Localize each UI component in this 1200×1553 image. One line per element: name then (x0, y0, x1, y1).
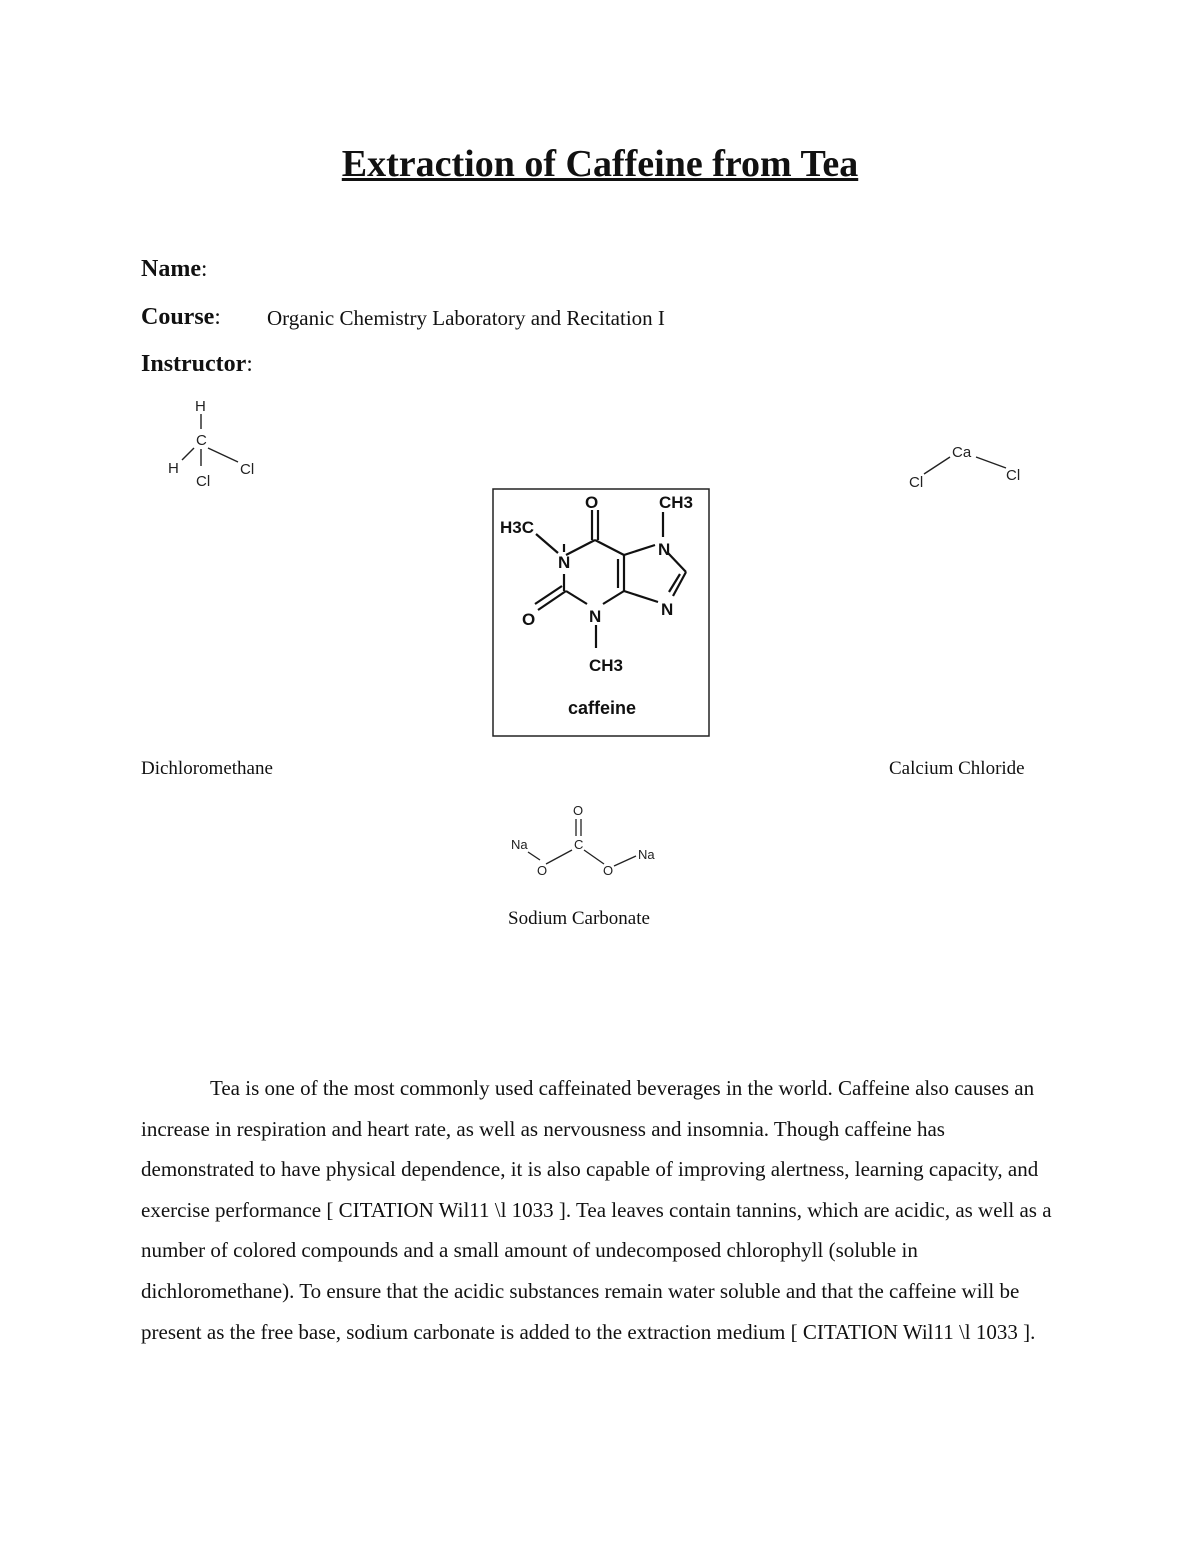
course-label: Course (141, 304, 215, 330)
caffeine-atom-ch3-top: CH3 (659, 493, 694, 512)
na2co3-atom-na-right: Na (638, 847, 655, 862)
sodium-carbonate-caption: Sodium Carbonate (508, 908, 650, 929)
na2co3-atom-na-left: Na (511, 837, 528, 852)
calcium-chloride-caption: Calcium Chloride (889, 758, 1025, 779)
na2co3-atom-c: C (574, 837, 584, 852)
instructor-field (141, 351, 253, 378)
name-field (141, 256, 207, 283)
dcm-atom-cl-right: Cl (240, 461, 255, 478)
na2co3-atom-o-top: O (573, 803, 584, 818)
calcium-chloride-structure (902, 440, 1032, 495)
body-paragraph: Tea is one of the most commonly used caffeinated beverages in the world. Caffeine also causes an increase in respiration and heart rate, as well as nervousness and insomnia. Though caffeine has demonstrated to have physical dependence, it is also capable of improving alertness, learning capacity, and exercise performance [ CITATION Wil11 \l 1033 ]. Tea leaves contain tannins, which are acidic, as well as a number of colored compounds and a small amount of undecomposed chlorophyll (soluble in dichloromethane). To ensure that the acidic substances remain water soluble and that the caffeine will be present as the free base, sodium carbonate is added to the extraction medium [ CITATION Wil11 \l 1033 ]. (141, 1076, 1052, 1344)
cacl2-atom-ca: Ca (952, 444, 972, 461)
cacl2-atom-cl-right: Cl (1006, 467, 1021, 484)
caffeine-structure (492, 488, 711, 738)
dcm-atom-h-left: H (168, 460, 179, 477)
sodium-carbonate-structure (506, 798, 666, 883)
dcm-atom-c: C (196, 432, 207, 449)
na2co3-atom-o-left: O (537, 863, 548, 878)
caffeine-atom-n3: N (589, 607, 602, 626)
caffeine-atom-n9: N (661, 600, 674, 619)
dcm-atom-h-top: H (195, 398, 206, 415)
dcm-atom-cl-bottom: Cl (196, 473, 211, 490)
caffeine-atom-o-top: O (585, 493, 599, 512)
na2co3-atom-o-right: O (603, 863, 614, 878)
name-sep: : (200, 256, 208, 281)
dichloromethane-caption: Dichloromethane (141, 758, 273, 779)
course-field (141, 304, 665, 331)
caffeine-atom-o-left: O (522, 610, 536, 629)
dichloromethane-structure (160, 392, 270, 492)
instructor-sep: : (246, 351, 253, 376)
caffeine-atom-n1: N (558, 553, 571, 572)
instructor-label: Instructor (141, 351, 247, 377)
caffeine-atom-h3c: H3C (500, 518, 535, 537)
caffeine-caption: caffeine (568, 698, 637, 718)
caffeine-atom-n7: N (658, 540, 671, 559)
course-value: Organic Chemistry Laboratory and Recitation I (267, 306, 665, 330)
cacl2-atom-cl-left: Cl (909, 474, 924, 491)
course-sep: : (214, 304, 221, 329)
caffeine-atom-ch3-bottom: CH3 (589, 656, 624, 675)
name-label: Name (141, 256, 201, 282)
page-title: Extraction of Caffeine from Tea (341, 143, 859, 185)
